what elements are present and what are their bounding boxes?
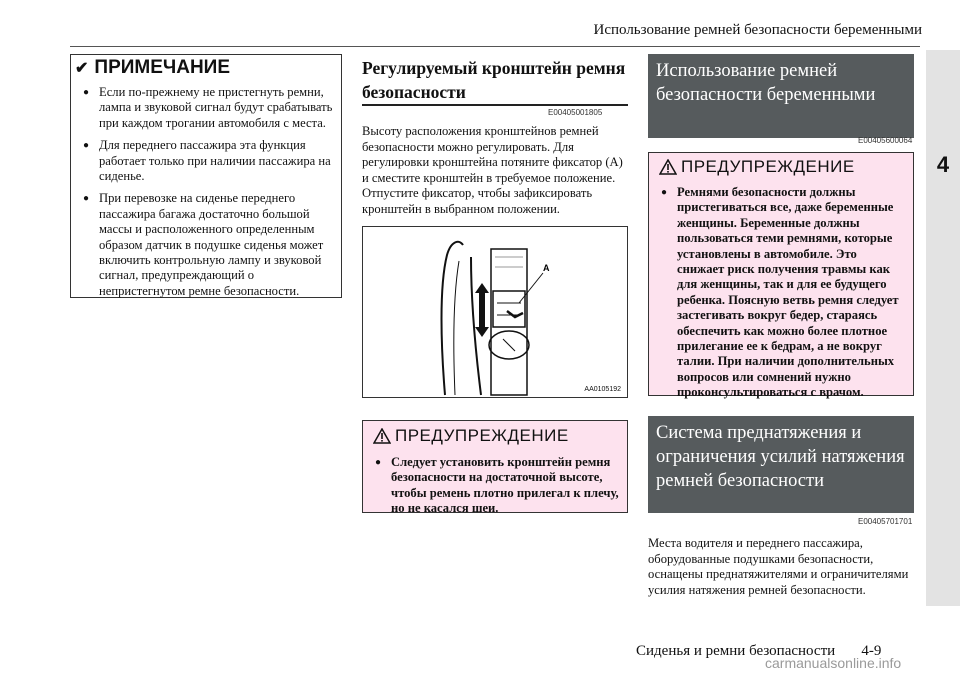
watermark: carmanualsonline.info <box>765 655 902 671</box>
note-title: ПРИМЕЧАНИЕ <box>94 57 231 78</box>
warning-title: ПРЕДУПРЕЖДЕНИЕ <box>681 157 855 176</box>
pretensioner-text: Места водителя и переднего пассажира, оборудованные подушками безопасности, оснащены преднатяжителями и ограничителями усилия натяжения ремней безопасности. <box>648 536 909 597</box>
note-list <box>71 81 341 299</box>
pretensioner-section-title: Система преднатяжения и ограничения усилий натяжения ремней безопасности <box>648 416 914 513</box>
warning-triangle-icon <box>659 159 677 175</box>
warning-list <box>363 451 627 517</box>
warning-header <box>363 421 627 451</box>
warning-box-pregnant <box>648 152 914 400</box>
warning-header <box>649 153 913 181</box>
header-divider <box>70 46 920 47</box>
warning-list <box>649 181 913 401</box>
figure-label-a: A <box>543 263 550 273</box>
warning-item: ● Ремнями безопасности должны пристегиваться все, даже беременные женщины. Беременные должны пользоваться теми ремнями, которые установлены в автомобиле. Это снижает риск получения травмы как для женщины, так и для ее будущего ребенка. Поясную ветвь ремня следует застегивать вокруг бедер, стараясь обеспечить как можно более плотное прилегание ее к бедрам, а не вокруг талии. При наличии дополнительных вопросов или сомнений нужно проконсультироваться с врачом. <box>661 185 907 401</box>
note-header <box>71 55 341 81</box>
section-code: E00405600064 <box>858 136 913 145</box>
page-header-title: Использование ремней безопасности беременными <box>593 22 922 38</box>
heading-rule <box>362 104 628 106</box>
adjuster-figure <box>362 226 628 398</box>
note-box <box>70 54 342 298</box>
footer-section: Сиденья и ремни безопасности <box>636 643 836 659</box>
page-number: 4-9 <box>861 643 882 659</box>
adjuster-text: Высоту расположения кронштейнов ремней безопасности можно регулировать. Для регулировки кронштейна потяните фиксатор (A) и сместите кронштейн в требуемое положение. Отпустите фиксатор, чтобы зафиксировать кронштейн в выбранном положении. <box>362 124 623 216</box>
chapter-tab-strip <box>926 50 960 606</box>
note-item: ● Для переднего пассажира эта функция работает только при наличии пассажира на сиденье. <box>83 138 335 184</box>
warning-title: ПРЕДУПРЕЖДЕНИЕ <box>395 426 569 445</box>
section-code: E00405701701 <box>858 517 913 526</box>
pregnant-section-title: Использование ремней безопасности беременными <box>648 54 914 138</box>
section-code: E00405001805 <box>548 108 603 117</box>
note-item: ● При перевозке на сиденье переднего пассажира багажа достаточно большой массы и расположенного определенным образом датчик в подушке сиденья может включить контрольную лампу и звуковой сигнал, предупреждающий о непристегнутом ремне безопасности. <box>83 191 335 299</box>
belt-adjuster-illustration <box>363 227 627 397</box>
chapter-number: 4 <box>936 152 950 177</box>
warning-item: ● Следует установить кронштейн ремня безопасности на достаточной высоте, чтобы ремень плотно прилегал к плечу, но не касался шеи. <box>375 455 621 517</box>
adjuster-heading: Регулируемый кронштейн ремня безопасности <box>362 58 626 102</box>
warning-box-adjuster <box>362 420 628 516</box>
figure-code: AA0105192 <box>584 386 621 393</box>
warning-triangle-icon <box>373 428 391 444</box>
note-item: ● Если по-прежнему не пристегнуть ремни, лампа и звуковой сигнал будут срабатывать при каждом трогании автомобиля с места. <box>83 85 335 131</box>
check-icon: ✔ <box>75 60 89 77</box>
